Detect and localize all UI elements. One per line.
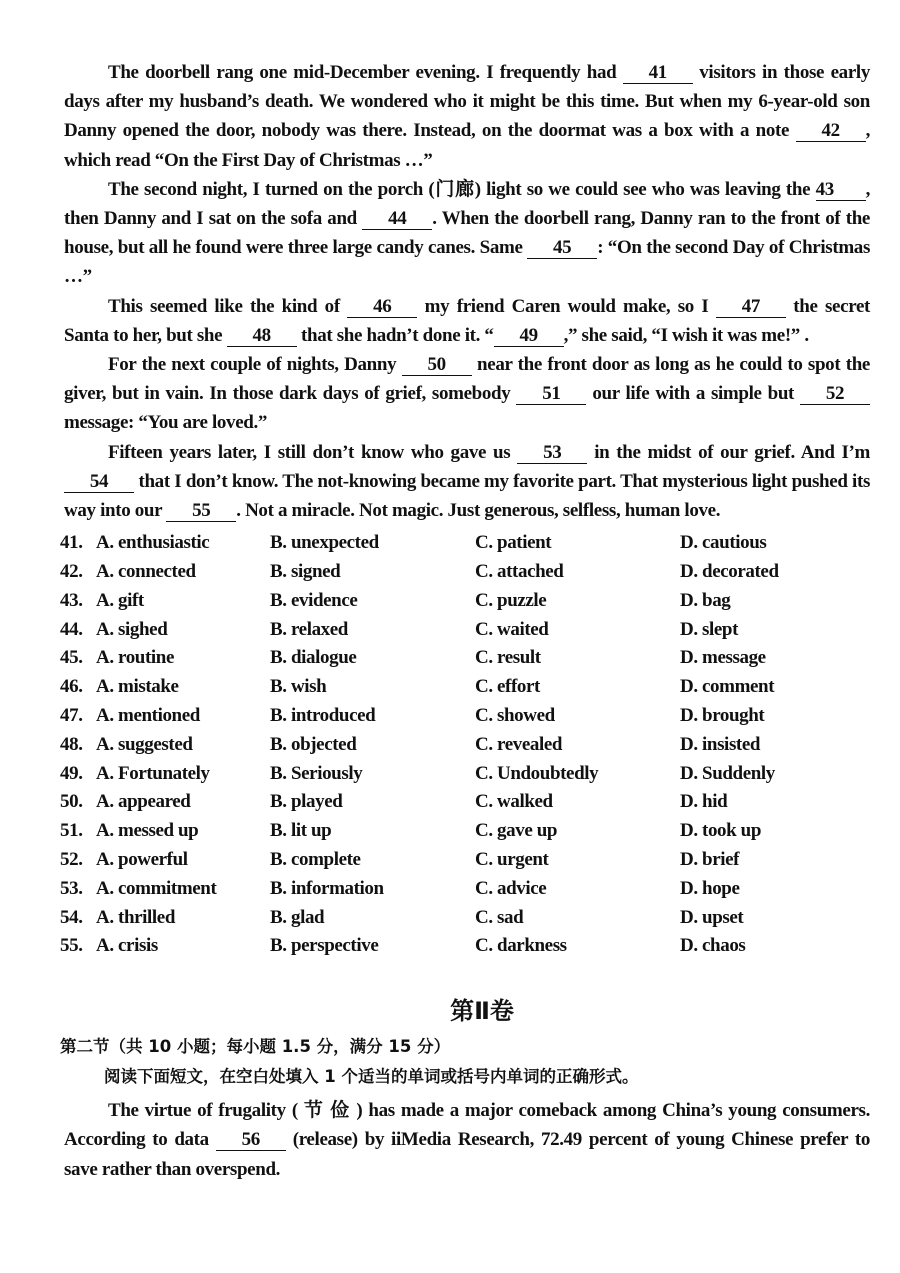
- option-c: C. advice: [475, 877, 547, 899]
- option-b: B. evidence: [270, 589, 358, 611]
- option-a: 50. A. appeared: [60, 788, 270, 817]
- option-a: 53. A. commitment: [60, 875, 270, 904]
- option-b: B. signed: [270, 561, 341, 583]
- passage-paragraph-1: The doorbell rang one mid-December evening. I frequently had 41 visitors in those early days after my husband’s death. We wondered who it might be this time. But when my 6-year-old son Danny opened the door, nobody was there. Instead, on the doormat was a box with a note 42 , which read “On the First Day of Christmas …”: [64, 62, 870, 171]
- question-number: 50.: [60, 791, 83, 813]
- option-a: 54. A. thrilled: [60, 904, 270, 933]
- option-c: C. waited: [475, 618, 549, 640]
- option-a: 51. A. messed up: [60, 817, 270, 846]
- option-a: 44. A. sighed: [60, 616, 270, 645]
- question-row: [60, 760, 870, 789]
- question-row: [60, 846, 870, 875]
- option-d: D. brief: [680, 849, 740, 871]
- question-row: [60, 817, 870, 846]
- option-b: B. glad: [270, 906, 325, 928]
- blank-42: 42: [796, 121, 866, 142]
- answer-options: [60, 529, 870, 961]
- option-a: 41. A. enthusiastic: [60, 529, 270, 558]
- option-b: B. perspective: [270, 935, 379, 957]
- passage-paragraph-4: For the next couple of nights, Danny 50 near the front door as long as he could to spot the giver, but in vain. In those dark days of grief, somebody 51 our life with a simple but 52 message: “You are loved.”: [64, 354, 870, 434]
- question-row: [60, 932, 870, 961]
- option-d: D. message: [680, 647, 766, 669]
- grammar-passage: The virtue of frugality ( 节 俭 ) has made a major comeback among China’s young consumers. According to data 56 (release) by iiMedia Research, 72.49 percent of young Chinese prefer to save rather than overspend.: [64, 1100, 870, 1180]
- option-d: D. brought: [680, 705, 765, 727]
- option-d: D. bag: [680, 589, 731, 611]
- option-c: C. sad: [475, 906, 524, 928]
- option-d: D. hid: [680, 791, 728, 813]
- question-number: 52.: [60, 849, 83, 871]
- option-b: B. information: [270, 877, 384, 899]
- option-d: D. hope: [680, 877, 740, 899]
- question-number: 48.: [60, 733, 83, 755]
- option-a: 43. A. gift: [60, 587, 270, 616]
- option-d: D. chaos: [680, 935, 746, 957]
- question-row: [60, 616, 870, 645]
- option-c: C. Undoubtedly: [475, 762, 599, 784]
- option-c: C. effort: [475, 676, 540, 698]
- blank-47: 47: [716, 297, 786, 318]
- option-c: C. darkness: [475, 935, 567, 957]
- blank-54: 54: [64, 472, 134, 493]
- option-d: D. Suddenly: [680, 762, 775, 784]
- question-number: 47.: [60, 705, 83, 727]
- option-d: D. slept: [680, 618, 739, 640]
- question-number: 53.: [60, 877, 83, 899]
- option-c: C. patient: [475, 532, 552, 554]
- question-row: [60, 558, 870, 587]
- question-row: [60, 673, 870, 702]
- option-c: C. gave up: [475, 820, 558, 842]
- option-b: B. relaxed: [270, 618, 348, 640]
- blank-53: 53: [517, 443, 587, 464]
- option-b: B. played: [270, 791, 343, 813]
- question-row: [60, 904, 870, 933]
- option-a: 47. A. mentioned: [60, 702, 270, 731]
- question-number: 44.: [60, 618, 83, 640]
- blank-48: 48: [227, 326, 297, 347]
- option-b: B. objected: [270, 733, 357, 755]
- option-b: B. dialogue: [270, 647, 357, 669]
- question-row: [60, 702, 870, 731]
- option-d: D. took up: [680, 820, 761, 842]
- option-c: C. revealed: [475, 733, 563, 755]
- option-b: B. unexpected: [270, 532, 379, 554]
- question-number: 45.: [60, 647, 83, 669]
- blank-52: 52: [800, 384, 870, 405]
- option-b: B. complete: [270, 849, 361, 871]
- option-a: 48. A. suggested: [60, 731, 270, 760]
- option-d: D. cautious: [680, 532, 767, 554]
- question-number: 43.: [60, 589, 83, 611]
- option-a: 45. A. routine: [60, 644, 270, 673]
- blank-41: 41: [623, 63, 693, 84]
- question-row: [60, 731, 870, 760]
- question-row: [60, 644, 870, 673]
- option-c: C. walked: [475, 791, 553, 813]
- passage-paragraph-2: The second night, I turned on the porch (门廊) light so we could see who was leaving the 43 , then Danny and I sat on the sofa and 44 . When the doorbell rang, Danny ran to the front of the house, but all he found were three large candy canes. Same 45 : “On the second Day of Christmas …”: [64, 178, 870, 288]
- option-c: C. urgent: [475, 849, 549, 871]
- blank-49: 49: [494, 326, 564, 347]
- option-a: 55. A. crisis: [60, 932, 270, 961]
- question-number: 41.: [60, 532, 83, 554]
- blank-51: 51: [516, 384, 586, 405]
- blank-44: 44: [362, 209, 432, 230]
- option-c: C. attached: [475, 561, 564, 583]
- blank-43: 43: [816, 180, 866, 201]
- question-number: 49.: [60, 762, 83, 784]
- section-instruction: 阅读下面短文，在空白处填入 1 个适当的单词或括号内单词的正确形式。: [104, 1067, 639, 1087]
- blank-46: 46: [347, 297, 417, 318]
- blank-45: 45: [527, 238, 597, 259]
- question-row: [60, 788, 870, 817]
- question-row: [60, 529, 870, 558]
- exam-page: [60, 58, 871, 1184]
- passage-paragraph-3: This seemed like the kind of 46 my friend Caren would make, so I 47 the secret Santa to her, but she 48 that she hadn’t done it. “ 49 ,” she said, “I wish it was me!” .: [64, 295, 871, 346]
- option-c: C. result: [475, 647, 541, 669]
- question-number: 54.: [60, 906, 83, 928]
- question-row: [60, 875, 870, 904]
- option-d: D. decorated: [680, 561, 779, 583]
- question-row: [60, 587, 870, 616]
- option-c: C. puzzle: [475, 589, 547, 611]
- option-a: 42. A. connected: [60, 558, 270, 587]
- option-b: B. introduced: [270, 705, 376, 727]
- passage-paragraph-5: Fifteen years later, I still don’t know who gave us 53 in the midst of our grief. And I’m 54 that I don’t know. The not-knowing became my favorite part. That mysterious light pushed its way into our 55 . Not a miracle. Not magic. Just generous, selfless, human love.: [64, 441, 870, 522]
- option-d: D. upset: [680, 906, 744, 928]
- question-number: 51.: [60, 820, 83, 842]
- option-a: 46. A. mistake: [60, 673, 270, 702]
- option-b: B. wish: [270, 676, 327, 698]
- section-heading: 第二节（共 10 小题；每小题 1.5 分，满分 15 分）: [60, 1037, 451, 1057]
- option-d: D. insisted: [680, 733, 761, 755]
- blank-50: 50: [402, 355, 472, 376]
- question-number: 55.: [60, 935, 83, 957]
- question-number: 46.: [60, 676, 83, 698]
- blank-56: 56: [216, 1130, 286, 1151]
- option-b: B. Seriously: [270, 762, 363, 784]
- volume-title: 第Ⅱ卷: [450, 997, 514, 1026]
- option-c: C. showed: [475, 705, 555, 727]
- option-b: B. lit up: [270, 820, 332, 842]
- option-d: D. comment: [680, 676, 775, 698]
- question-number: 42.: [60, 561, 83, 583]
- option-a: 52. A. powerful: [60, 846, 270, 875]
- option-a: 49. A. Fortunately: [60, 760, 270, 789]
- blank-55: 55: [166, 501, 236, 522]
